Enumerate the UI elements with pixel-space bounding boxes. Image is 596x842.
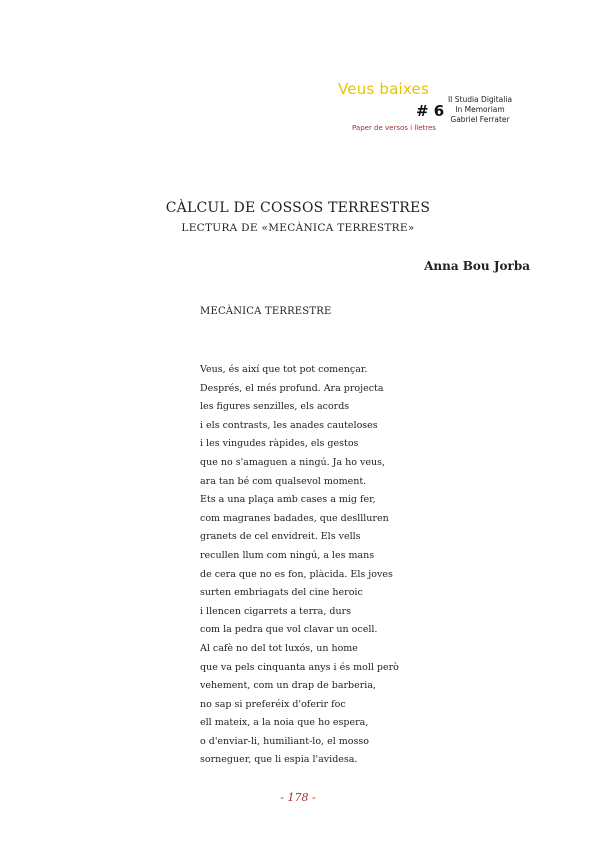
- journal-header: [330, 80, 570, 140]
- article-author: Anna Bou Jorba: [424, 259, 530, 273]
- poem-line: Al cafè no del tot luxós, un home: [200, 642, 358, 654]
- poem-line: Ets a una plaça amb cases a mig fer,: [200, 494, 376, 506]
- article-title: CÀLCUL DE COSSOS TERRESTRES: [165, 200, 431, 216]
- poem-body: [200, 361, 500, 770]
- poem-line: com la pedra que vol clavar un ocell.: [200, 624, 378, 636]
- poem-line: ara tan bé com qualsevol moment.: [200, 475, 367, 487]
- journal-title: Veus baixes: [338, 80, 429, 98]
- poem-title: MECÀNICA TERRESTRE: [200, 306, 332, 317]
- journal-subtitle: Paper de versos i lletres: [352, 124, 436, 132]
- article-subtitle: LECTURA DE «MECÀNICA TERRESTRE»: [181, 222, 415, 234]
- poem-line: no sap si preferéix d'oferir foc: [200, 698, 346, 710]
- poem-line: de cera que no es fon, plàcida. Els joves: [200, 568, 393, 580]
- poem-line: o d'enviar-li, humiliant-lo, el mosso: [200, 735, 369, 747]
- poem-line: surten embriagats del cine heroic: [200, 587, 363, 599]
- poem-line: i llencen cigarrets a terra, durs: [200, 605, 352, 617]
- poem-line: sorneguer, que li espia l'avidesa.: [200, 754, 358, 766]
- poem-line: Veus, és així que tot pot començar.: [200, 364, 368, 375]
- series-line: In Memoriam: [455, 105, 505, 114]
- poem-line: vehement, com un drap de barberia,: [200, 680, 377, 692]
- issue-number: # 6: [416, 102, 445, 120]
- poem-line: i les vingudes ràpides, els gestos: [200, 438, 359, 450]
- poem-line: recullen llum com ningú, a les mans: [200, 549, 375, 561]
- series-info: [444, 95, 516, 125]
- poem-line: les figures senzilles, els acords: [200, 401, 350, 413]
- poem-line: que no s'amaguen a ningú. Ja ho veus,: [200, 456, 386, 468]
- series-line: II Studia Digitalia: [447, 95, 513, 104]
- poem-line: ell mateix, a la noia que ho espera,: [200, 717, 369, 729]
- page-number: - 178 -: [280, 791, 316, 804]
- poem-line: Després, el més profund. Ara projecta: [200, 382, 384, 394]
- poem-line: que va pels cinquanta anys i és moll però: [200, 661, 399, 673]
- poem-line: com magranes badades, que desllluren: [200, 512, 389, 524]
- poem-line: granets de cel envidreit. Els vells: [200, 531, 361, 543]
- poem-line: i els contrasts, les anades cauteloses: [200, 419, 378, 431]
- series-line: Gabriel Ferrater: [450, 115, 510, 124]
